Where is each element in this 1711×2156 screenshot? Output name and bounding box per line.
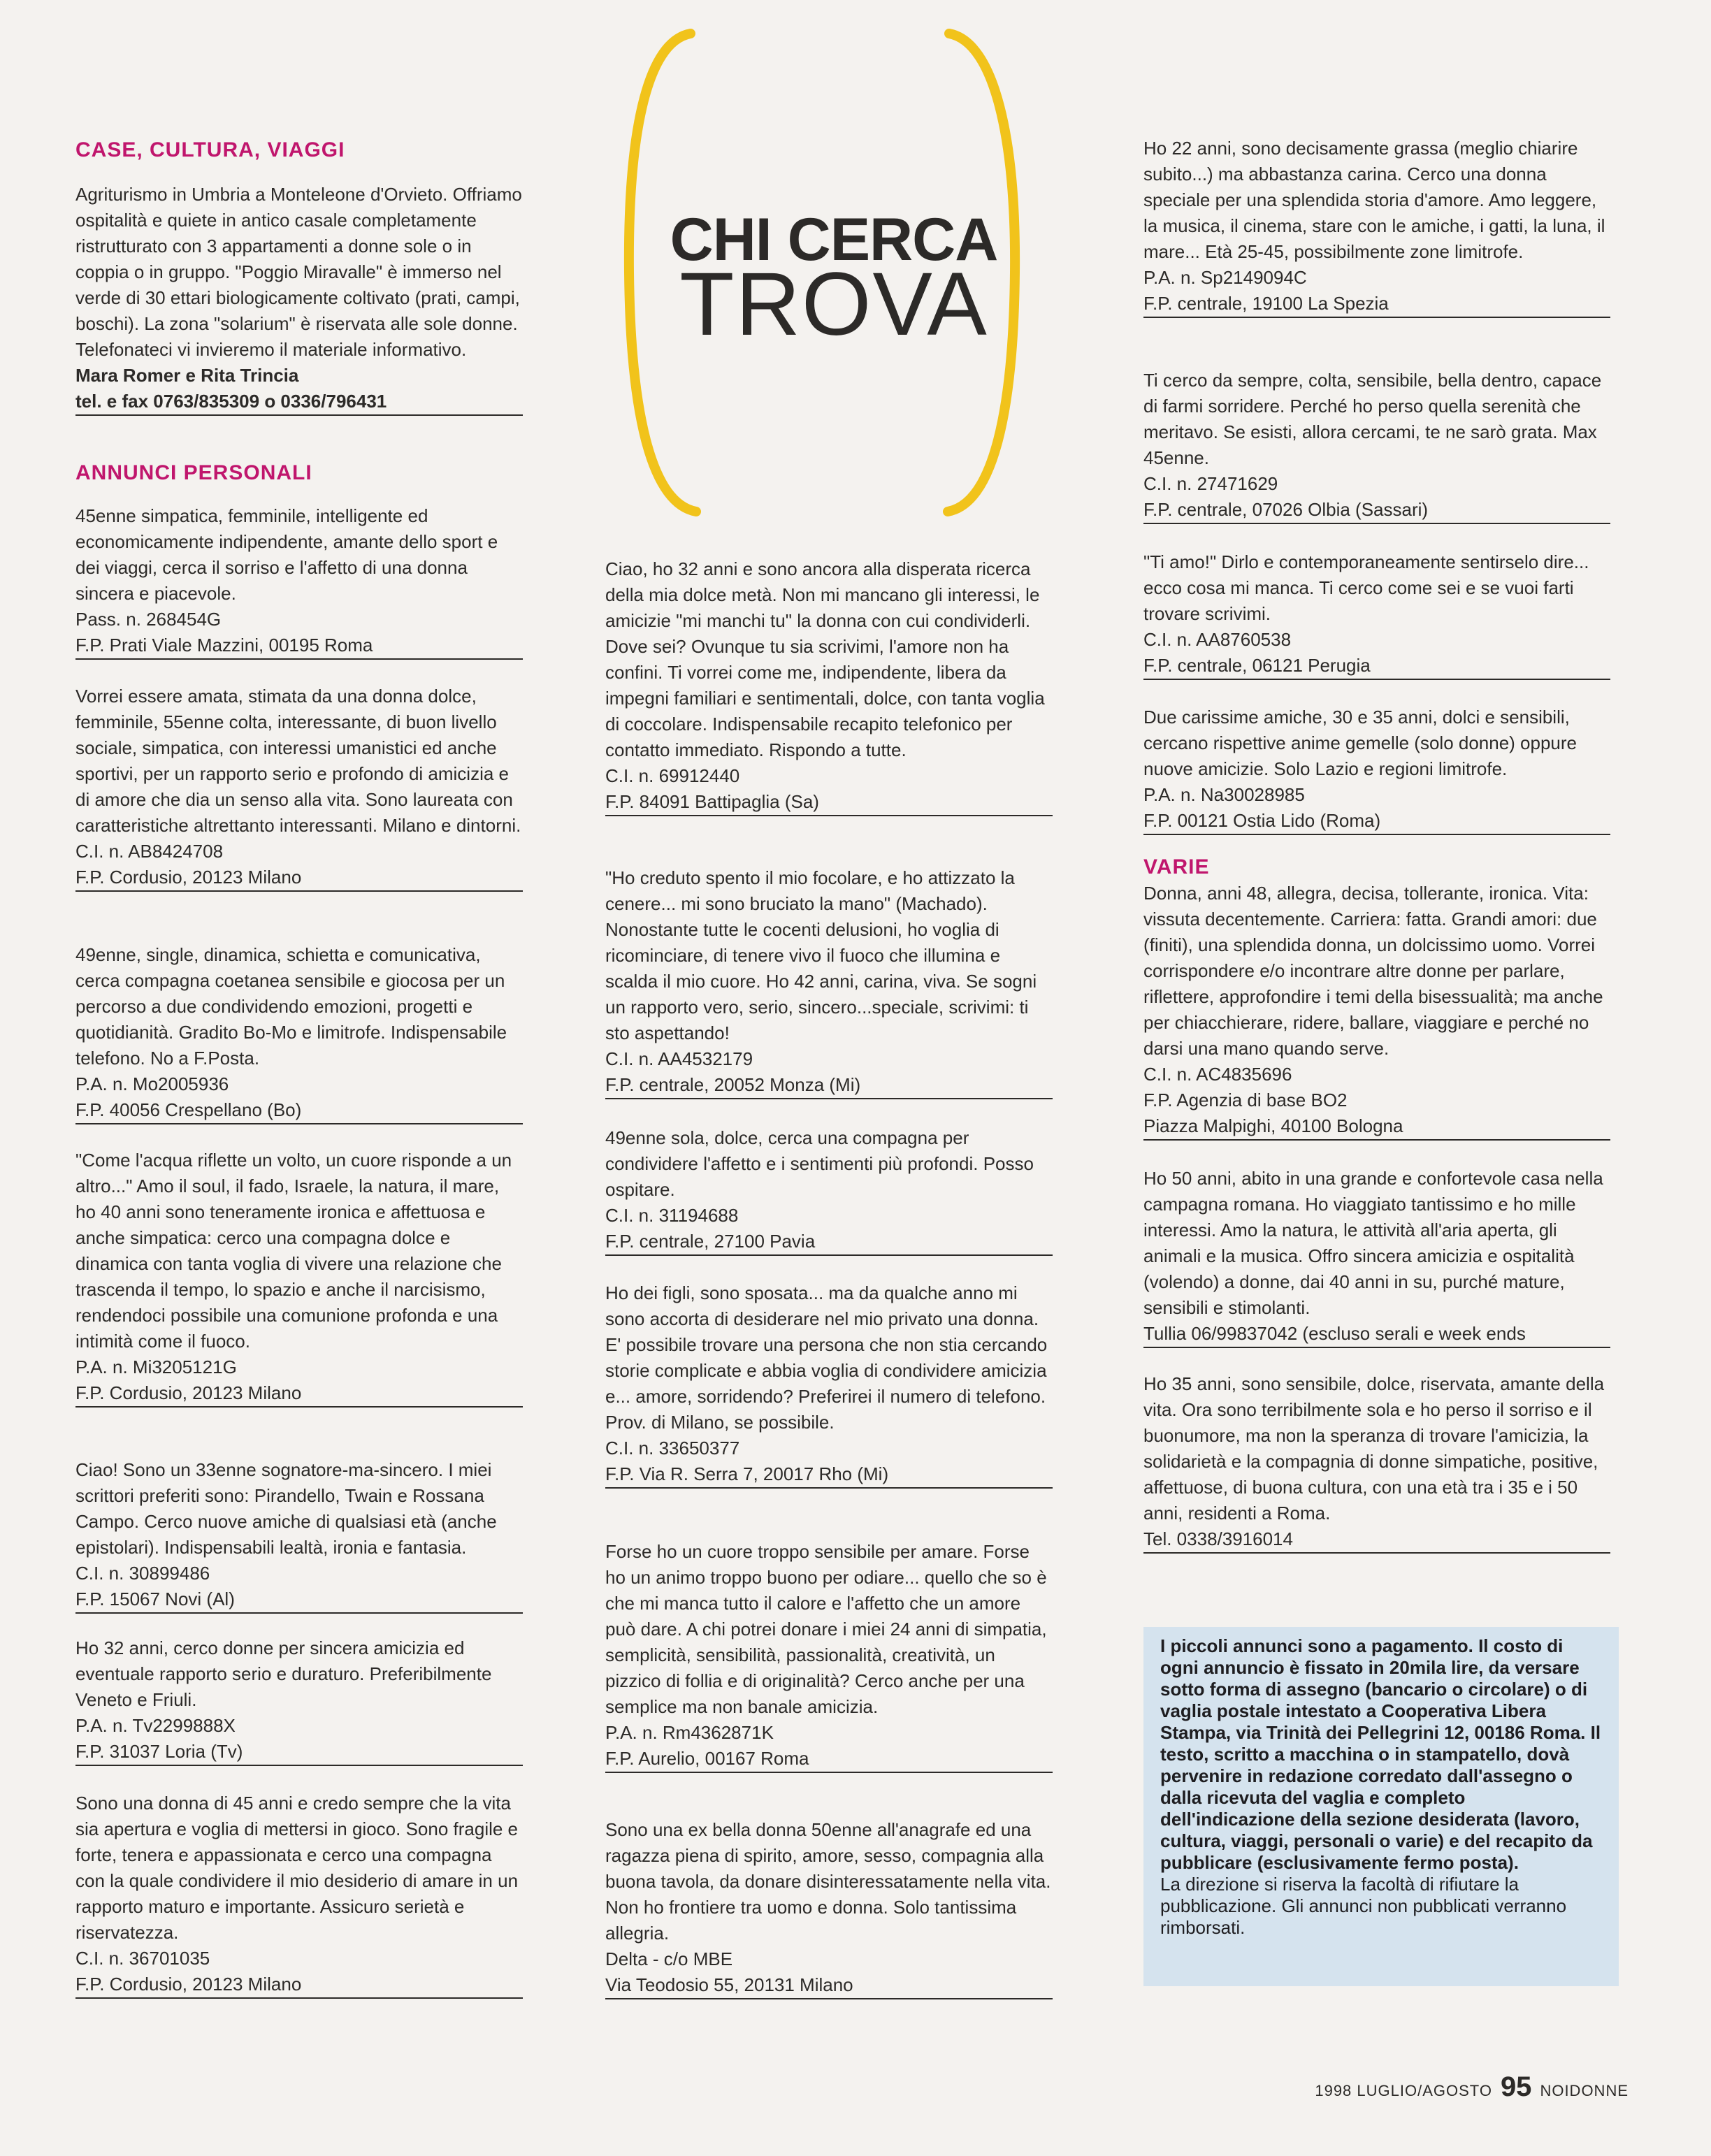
- personal-ad: [1143, 549, 1610, 680]
- personal-ad: [605, 1539, 1053, 1773]
- varie-ad: [1143, 881, 1610, 1141]
- ad-ref: C.I. n. AB8424708: [75, 841, 224, 862]
- ad-body: 45enne simpatica, femminile, intelligente ed economicamente indipendente, amante dello sport e dei viaggi, cerca il sorriso e l'affetto di una donna sincera e piacevole.: [75, 505, 498, 604]
- ad-contact: F.P. centrale, 20052 Monza (Mi): [605, 1072, 1053, 1099]
- personal-ad: [1143, 368, 1610, 524]
- ad-ref: Pass. n. 268454G: [75, 609, 222, 630]
- ad-contact: Tullia 06/99837042 (escluso serali e week ends: [1143, 1321, 1610, 1348]
- personal-ad: [75, 683, 523, 892]
- ad-contact: F.P. Via R. Serra 7, 20017 Rho (Mi): [605, 1461, 1053, 1489]
- ad-contact: F.P. 84091 Battipaglia (Sa): [605, 789, 1053, 816]
- ad-ref: P.A. n. Sp2149094C: [1143, 267, 1307, 288]
- varie-ad: [1143, 1166, 1610, 1348]
- ad-contact: F.P. 31037 Loria (Tv): [75, 1739, 523, 1766]
- personal-ad: [75, 503, 523, 660]
- ad-ref: C.I. n. 27471629: [1143, 473, 1278, 494]
- ad-body: Sono una ex bella donna 50enne all'anagrafe ed una ragazza piena di spirito, amore, sesso, compagnia alla buona tavola, da donare disinteressatamente nella vita. Non ho frontiere tra uomo e donna. Solo tantissima allegria.: [605, 1819, 1051, 1944]
- personal-ad: [605, 1817, 1053, 1999]
- ad-body: Ho dei figli, sono sposata... ma da qualche anno mi sono accorta di desiderare nel mio privato una donna. E' possibile trovare una persona che non stia cercando storie complicate e abbia voglia di condividere amicizia e... amore, sorridendo? Preferirei il numero di telefono. Prov. di Milano, se possibile.: [605, 1282, 1048, 1433]
- magazine-name: NOIDONNE: [1540, 2082, 1629, 2099]
- ad-ref: P.A. n. Mo2005936: [75, 1073, 229, 1094]
- ad-ref: Delta - c/o MBE: [605, 1948, 733, 1969]
- ad-contact: F.P. Cordusio, 20123 Milano: [75, 1380, 523, 1408]
- page-number: 95: [1500, 2071, 1532, 2102]
- ad-contact: Via Teodosio 55, 20131 Milano: [605, 1972, 1053, 1999]
- header-title-line2: TROVA: [679, 254, 988, 354]
- section-title-case: CASE, CULTURA, VIAGGI: [75, 138, 345, 161]
- ad-ref: C.I. n. 69912440: [605, 765, 740, 786]
- ad-body: 49enne sola, dolce, cerca una compagna per condividere l'affetto e i sentimenti più profondi. Posso ospitare.: [605, 1127, 1034, 1200]
- personal-ad: [75, 942, 523, 1124]
- footer-issue: 1998 LUGLIO/AGOSTO: [1315, 2082, 1492, 2099]
- ad-body: Sono una donna di 45 anni e credo sempre che la vita sia apertura e voglia di mettersi in gioco. Sono fragile e forte, tenera e appassionata e cerco una compagna con la quale condividere il mio desiderio di amare in un rapporto maturo e importante. Assicuro serietà e riservatezza.: [75, 1793, 519, 1943]
- ad-ref: P.A. n. Tv2299888X: [75, 1715, 236, 1736]
- personal-ad: [1143, 704, 1610, 835]
- info-box-main-text: I piccoli annunci sono a pagamento. Il costo di ogni annuncio è fissato in 20mila lire, da versare sotto forma di assegno (bancario o circolare) o di vaglia postale intestato a Cooperativa Libera Stampa, via Trinità dei Pellegrini 12, 00186 Roma. Il testo, scritto a macchina o in stampatello, dovà pervenire in redazione corredato dall'assegno o dalla ricevuta del vaglia e completo dell'indicazione della sezione desiderata (lavoro, cultura, viaggi, personali o varie) e del recapito da pubblicare (esclusivamente fermo posta).: [1160, 1635, 1601, 1873]
- ad-contact: F.P. 00121 Ostia Lido (Roma): [1143, 808, 1610, 835]
- ad-body: Ho 22 anni, sono decisamente grassa (meglio chiarire subito...) ma abbastanza carina. Cerco una donna speciale per una splendida storia d'amore. Amo leggere, la musica, il cinema, stare con le amiche, i gatti, la luna, il mare... Età 25-45, possibilmente zone limitrofe.: [1143, 138, 1605, 262]
- ad-contact: F.P. Cordusio, 20123 Milano: [75, 864, 523, 892]
- ad-body: 49enne, single, dinamica, schietta e comunicativa, cerca compagna coetanea sensibile e giocosa per un percorso a due condividendo emozioni, progetti e quotidianità. Gradito Bo-Mo e limitrofe. Indispensabile telefono. No a F.Posta.: [75, 944, 507, 1069]
- ad-contact: Tel. 0338/3916014: [1143, 1526, 1610, 1554]
- ad-ref: C.I. n. 33650377: [605, 1438, 740, 1459]
- personal-ad: [75, 1457, 523, 1614]
- ad-ref: C.I. n. 36701035: [75, 1948, 210, 1969]
- ad-ref: C.I. n. AA4532179: [605, 1048, 753, 1069]
- header-title-line1: CHI CERCA: [670, 206, 998, 273]
- section-title-varie: VARIE: [1143, 855, 1210, 878]
- ad-body: Ho 32 anni, cerco donne per sincera amicizia ed eventuale rapporto serio e duraturo. Preferibilmente Veneto e Friuli.: [75, 1637, 492, 1710]
- ad-ref: C.I. n. AA8760538: [1143, 629, 1292, 650]
- page-footer: [1265, 2071, 1629, 2106]
- info-box: [1143, 1627, 1619, 1986]
- section-title-personali: ANNUNCI PERSONALI: [75, 461, 312, 484]
- case-ad: [75, 182, 523, 416]
- personal-ad: [605, 865, 1053, 1099]
- ad-contact: F.P. Aurelio, 00167 Roma: [605, 1746, 1053, 1773]
- personal-ad: [605, 556, 1053, 816]
- ad-contact: Piazza Malpighi, 40100 Bologna: [1143, 1113, 1610, 1141]
- ad-body: Ti cerco da sempre, colta, sensibile, bella dentro, capace di farmi sorridere. Perché ho perso quella serenità che meritavo. Se esisti, allora cercami, te ne sarò grata. Max 45enne.: [1143, 370, 1602, 468]
- masthead: [607, 21, 1061, 524]
- personal-ad: [75, 1635, 523, 1766]
- ad-ref: C.I. n. AC4835696: [1143, 1064, 1292, 1085]
- ad-body: Ho 35 anni, sono sensibile, dolce, riservata, amante della vita. Ora sono terribilmente sola e ho perso il sorriso e il buonumore, ma non la speranza di trovare l'amicizia, la solidarietà e la compagnia di donne simpatiche, positive, affettuose, di buona cultura, con una età tra i 35 e i 50 anni, residenti a Roma.: [1143, 1373, 1605, 1524]
- ad-name: Mara Romer e Rita Trincia: [75, 365, 299, 386]
- ad-contact: F.P. 40056 Crespellano (Bo): [75, 1097, 523, 1124]
- ad-body: "Ho creduto spento il mio focolare, e ho attizzato la cenere... mi sono bruciato la mano" (Machado). Nonostante tutte le cocenti delusioni, ho voglia di ricominciare, di tenere vivo il fuoco che illumina e scalda il mio cuore. Ho 42 anni, carina, viva. Se sogni un rapporto vero, serio, sincero...speciale, scrivimi: ti sto aspettando!: [605, 867, 1037, 1043]
- ad-body: Donna, anni 48, allegra, decisa, tollerante, ironica. Vita: vissuta decentemente. Carriera: fatta. Grandi amori: due (finiti), una splendida donna, un dolcissimo uomo. Vorrei corrispondere e/o incontrare altre donne per parlare, riflettere, approfondire i temi della bisessualità; ma anche per chiacchierare, ridere, ballare, viaggiare e perché no darsi una mano quando serve.: [1143, 883, 1603, 1059]
- ad-ref-agency: F.P. Agenzia di base BO2: [1143, 1090, 1348, 1110]
- ad-contact: F.P. Cordusio, 20123 Milano: [75, 1971, 523, 1999]
- ad-body: Forse ho un cuore troppo sensibile per amare. Forse ho un animo troppo buono per odiare... quello che so è che mi manca tutto il calore e l'affetto che un amore può dare. A chi potrei donare i miei 24 anni di simpatia, semplicità, sensibilità, passionalità, creatività, un pizzico di follia e di originalità? Cerco anche per una semplice ma non banale amicizia.: [605, 1541, 1047, 1717]
- ad-body: Agriturismo in Umbria a Monteleone d'Orvieto. Offriamo ospitalità e quiete in antico casale completamente ristrutturato con 3 appartamenti a donne sole o in coppia o in gruppo. "Poggio Miravalle" è immerso nel verde di 30 ettari biologicamente coltivato (prati, campi, boschi). La zona "solarium" è riservata alle sole donne. Telefonateci vi invieremo il materiale informativo.: [75, 184, 522, 360]
- ad-contact: F.P. 15067 Novi (Al): [75, 1586, 523, 1614]
- varie-ad: [1143, 1371, 1610, 1554]
- info-box-disclaimer: La direzione si riserva la facoltà di rifiutare la pubblicazione. Gli annunci non pubblicati verranno rimborsati.: [1160, 1874, 1567, 1938]
- ad-body: "Ti amo!" Dirlo e contemporaneamente sentirselo dire... ecco cosa mi manca. Ti cerco come sei e se vuoi farti trovare scrivimi.: [1143, 551, 1589, 624]
- ad-contact: tel. e fax 0763/835309 o 0336/796431: [75, 389, 523, 416]
- ad-body: Ciao! Sono un 33enne sognatore-ma-sincero. I miei scrittori preferiti sono: Pirandello, Twain e Rossana Campo. Cerco nuove amiche di qualsiasi età (anche epistolari). Indispensabili lealtà, ironia e fantasia.: [75, 1459, 497, 1558]
- ad-ref: P.A. n. Mi3205121G: [75, 1356, 237, 1377]
- ad-contact: F.P. centrale, 06121 Perugia: [1143, 653, 1610, 680]
- ad-body: Due carissime amiche, 30 e 35 anni, dolci e sensibili, cercano rispettive anime gemelle (solo donne) oppure nuove amicizie. Solo Lazio e regioni limitrofe.: [1143, 707, 1578, 779]
- ad-ref: P.A. n. Na30028985: [1143, 784, 1305, 805]
- ad-ref: C.I. n. 30899486: [75, 1563, 210, 1584]
- ad-contact: F.P. Prati Viale Mazzini, 00195 Roma: [75, 632, 523, 660]
- ad-body: Vorrei essere amata, stimata da una donna dolce, femminile, 55enne colta, interessante, di buon livello sociale, simpatica, con interessi umanistici ed anche sportivi, per un rapporto serio e profondo di amicizia e di amore che dia un senso alla vita. Sono laureata con caratteristiche altrettanto interessanti. Milano e dintorni.: [75, 686, 521, 836]
- personal-ad: [605, 1125, 1053, 1256]
- ad-ref: C.I. n. 31194688: [605, 1205, 739, 1226]
- ad-body: Ho 50 anni, abito in una grande e confortevole casa nella campagna romana. Ho viaggiato tantissimo e ho mille interessi. Amo la natura, le attività all'aria aperta, gli animali e la musica. Offro sincera amicizia e ospitalità (volendo) a donne, dai 40 anni in su, purché mature, sensibili e stimolanti.: [1143, 1168, 1603, 1318]
- ad-body: "Come l'acqua riflette un volto, un cuore risponde a un altro..." Amo il soul, il fado, Israele, la natura, il mare, ho 40 anni sono teneramente ironica e affettuosa e anche simpatica: cerco una compagna dolce e dinamica con tanta voglia di vivere una relazione che trascenda il tempo, lo spazio e anche il narcisismo, rendendoci possibile una comunione profonda e una intimità come il fuoco.: [75, 1150, 512, 1352]
- personal-ad: [1143, 136, 1610, 318]
- personal-ad: [605, 1280, 1053, 1489]
- ad-contact: F.P. centrale, 27100 Pavia: [605, 1229, 1053, 1256]
- ad-contact: F.P. centrale, 19100 La Spezia: [1143, 291, 1610, 318]
- personal-ad: [75, 1790, 523, 1999]
- ad-body: Ciao, ho 32 anni e sono ancora alla disperata ricerca della mia dolce metà. Non mi mancano gli interessi, le amicizie "mi manchi tu" la donna con cui condividerli. Dove sei? Ovunque tu sia scrivimi, l'amore non ha confini. Ti vorrei come me, indipendente, libera da impegni familiari e sentimentali, dolce, con tanta voglia di coccolare. Indispensabile recapito telefonico per contatto immediato. Rispondo a tutte.: [605, 558, 1045, 760]
- ad-ref: P.A. n. Rm4362871K: [605, 1722, 774, 1743]
- ad-contact: F.P. centrale, 07026 Olbia (Sassari): [1143, 497, 1610, 524]
- personal-ad: [75, 1148, 523, 1408]
